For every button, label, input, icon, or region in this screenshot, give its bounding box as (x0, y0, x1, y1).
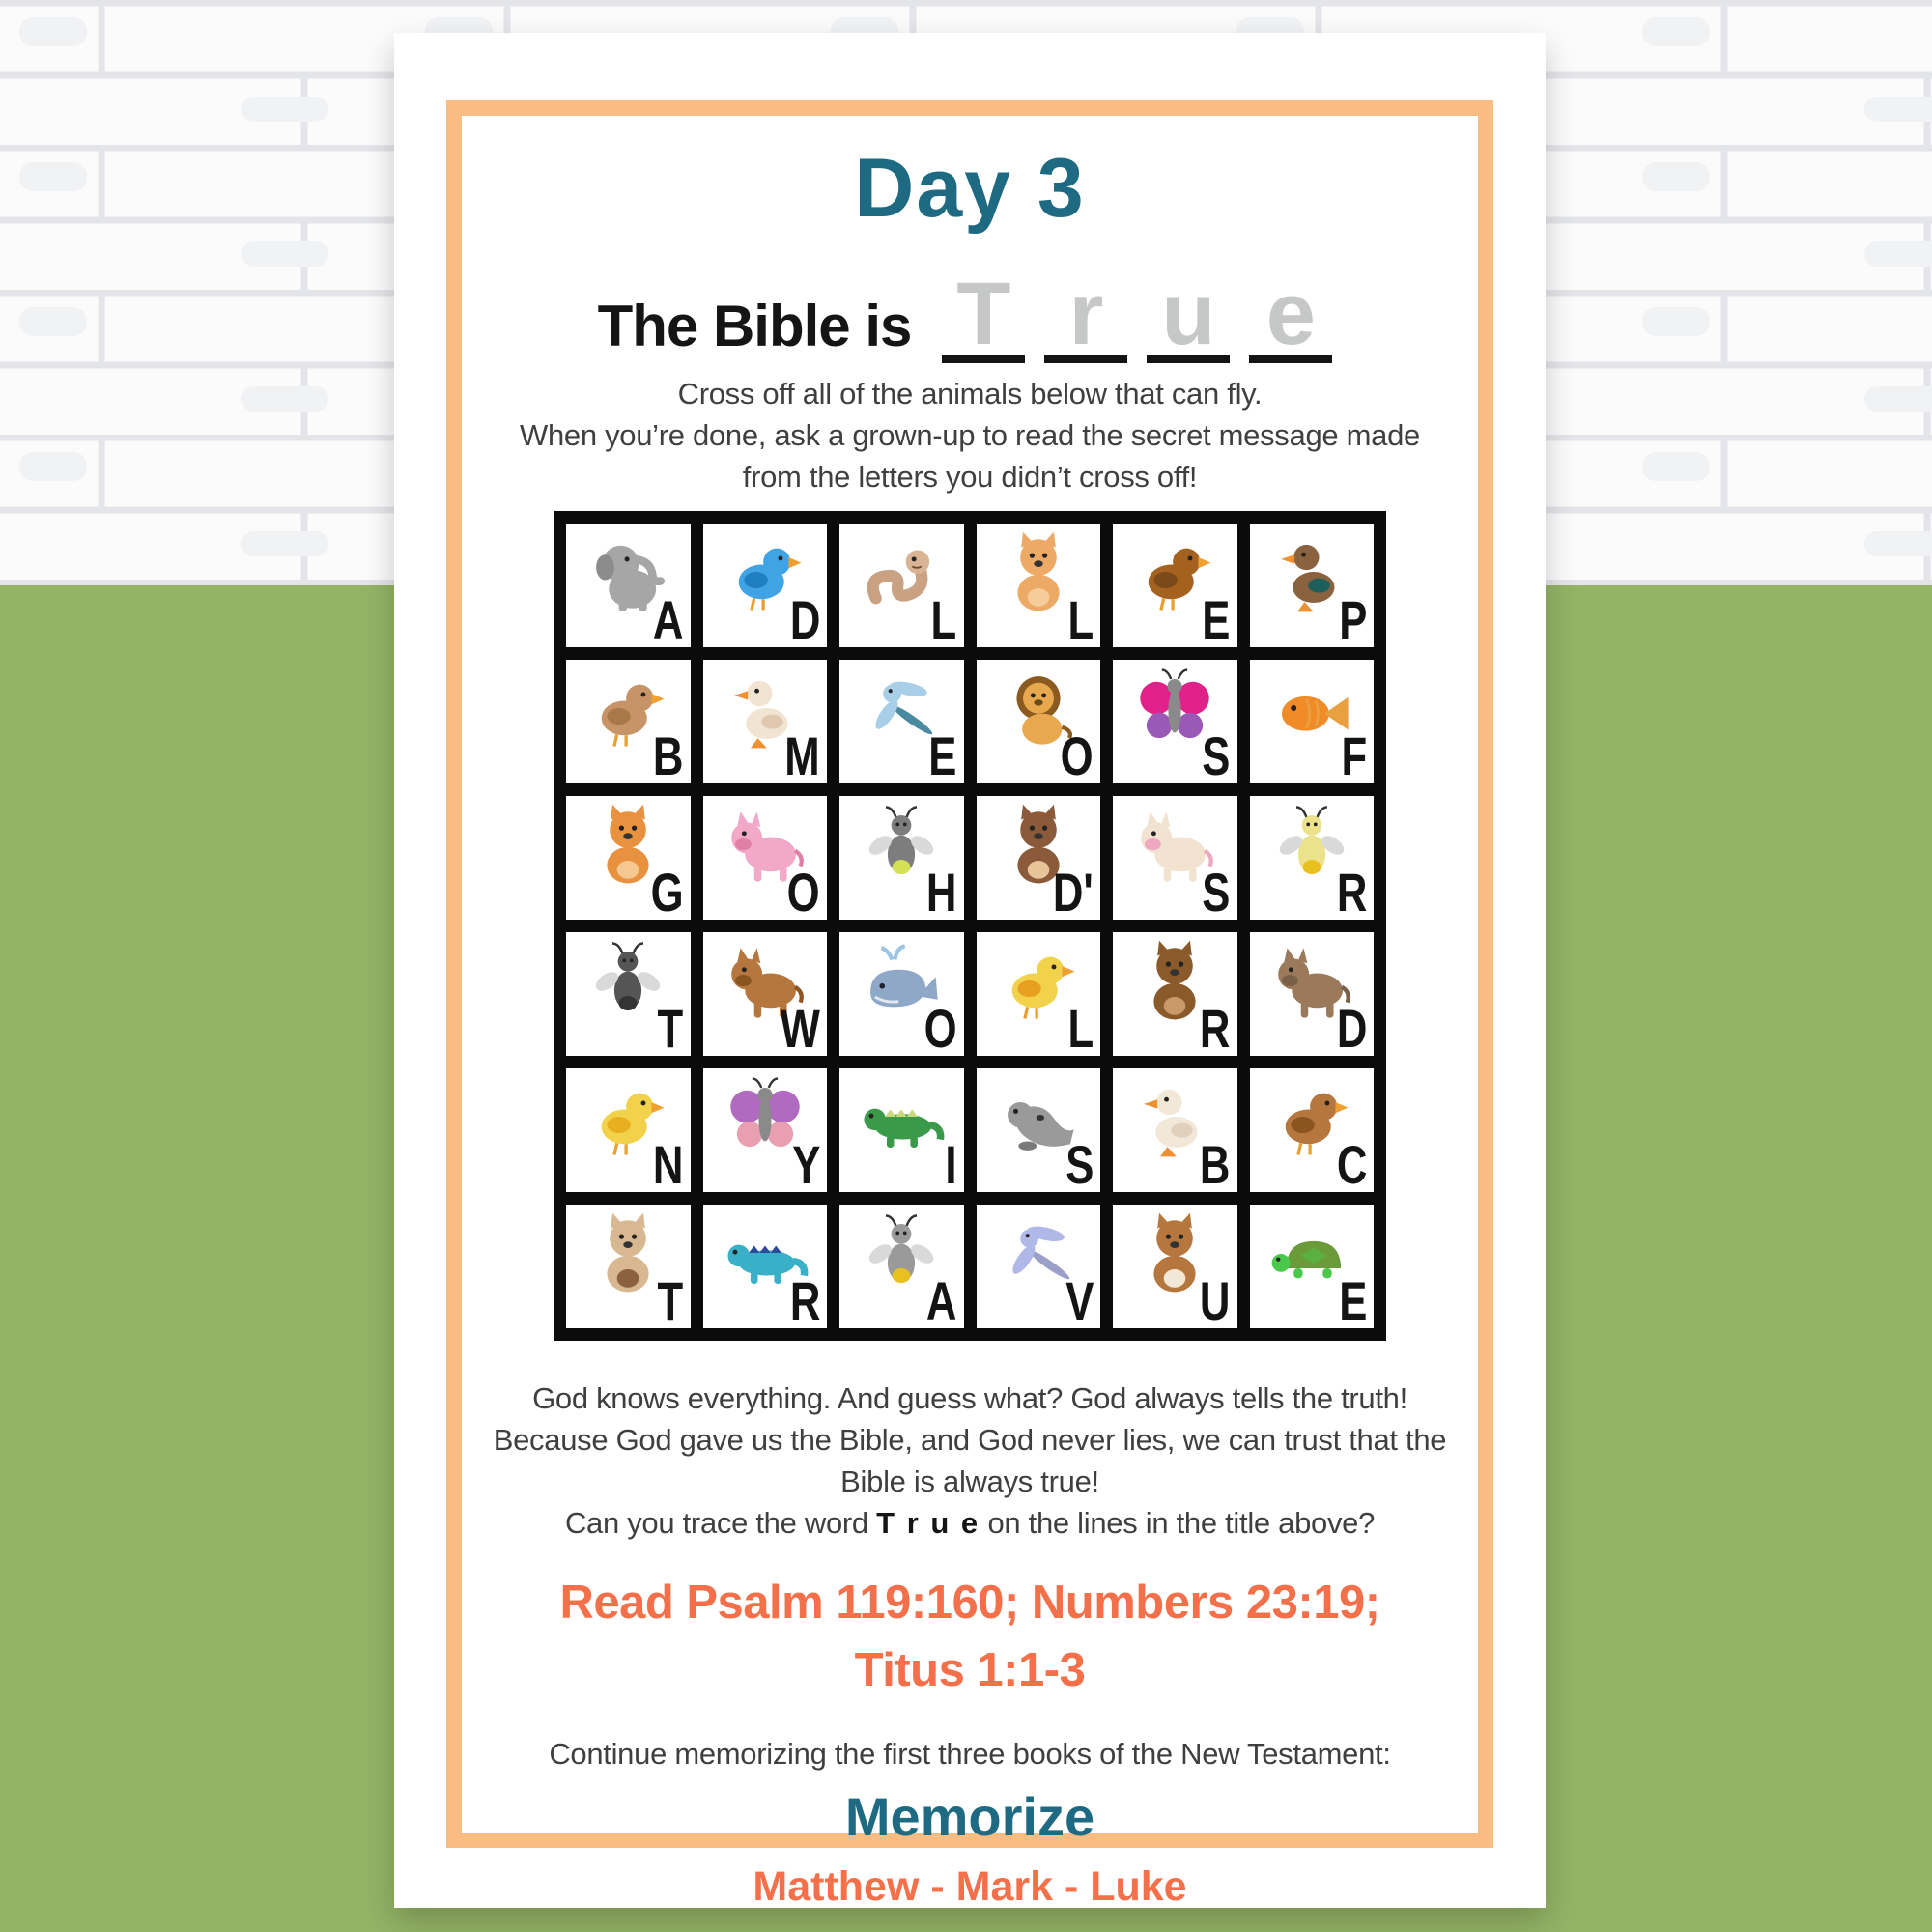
grid-cell (1250, 524, 1375, 647)
cell-letter: C (1336, 1134, 1367, 1192)
cell-letter: M (784, 725, 820, 783)
cell-letter: A (925, 1270, 957, 1328)
headline-text: The Bible is (597, 294, 912, 358)
cell-letter: E (928, 725, 957, 783)
grid-cell (566, 524, 691, 647)
message-line: God knows everything. And guess what? God always tells the truth! (532, 1381, 1407, 1415)
grid-cell (839, 1205, 964, 1328)
cell-letter: O (1061, 725, 1094, 783)
cell-letter: H (925, 862, 957, 920)
grid-cell (1113, 524, 1237, 647)
grid-cell (703, 1205, 828, 1328)
cell-letter: L (1067, 589, 1094, 647)
trace-letter-u: u (1147, 273, 1230, 363)
grid-cell (839, 932, 964, 1056)
scripture-reading (394, 1569, 1546, 1704)
cell-letter: E (1338, 1270, 1367, 1328)
grid-cell (1250, 660, 1375, 783)
grid-cell (1113, 1205, 1237, 1328)
grid-cell (839, 524, 964, 647)
grid-cell (1113, 796, 1237, 920)
grid-cell (703, 796, 828, 920)
grid-cell (566, 660, 691, 783)
lesson-message (394, 1378, 1546, 1544)
scripture-line: Titus 1:1-3 (854, 1644, 1086, 1696)
grid-cell (1113, 1068, 1237, 1192)
day-heading: Day 3 (854, 142, 1086, 235)
grid-cell (1113, 932, 1237, 1056)
trace-letter-t: T (942, 273, 1025, 363)
instructions (394, 373, 1546, 497)
cell-letter: L (1067, 998, 1094, 1056)
trace-prompt-suffix: on the lines in the title above? (980, 1506, 1376, 1540)
instruction-line: When you’re done, ask a grown-up to read the secret message made (520, 418, 1420, 452)
trace-prompt (394, 1502, 1546, 1544)
grid-cell (839, 1068, 964, 1192)
grid-cell (977, 932, 1101, 1056)
cell-letter: O (787, 862, 820, 920)
trace-prompt-prefix: Can you trace the word (564, 1506, 877, 1540)
grid-cell (566, 1205, 691, 1328)
cell-letter: E (1202, 589, 1231, 647)
grid-cell (1113, 660, 1237, 783)
worksheet-card (394, 33, 1546, 1908)
cell-letter: S (1065, 1134, 1094, 1192)
grid-cell (1250, 796, 1375, 920)
cell-letter: R (789, 1270, 820, 1328)
cell-letter: A (652, 589, 684, 647)
cell-letter: W (780, 998, 820, 1056)
cell-letter: L (930, 589, 957, 647)
scripture-line: Read Psalm 119:160; Numbers 23:19; (559, 1577, 1380, 1629)
alligator-icon (856, 1072, 947, 1163)
grid-cell (977, 524, 1101, 647)
instruction-line: from the letters you didn’t cross off! (742, 460, 1198, 494)
cell-letter: R (1336, 862, 1367, 920)
cell-letter: N (652, 1134, 684, 1192)
cell-letter: U (1199, 1270, 1231, 1328)
grid-cell (566, 796, 691, 920)
cell-letter: P (1338, 589, 1367, 647)
cell-letter: D (789, 589, 820, 647)
message-line: Bible is always true! (840, 1464, 1099, 1498)
trace-letter-e: e (1249, 273, 1332, 363)
trace-letter-r: r (1044, 273, 1127, 363)
cell-letter: T (657, 1270, 684, 1328)
message-line: Because God gave us the Bible, and God never lies, we can trust that the (493, 1423, 1447, 1457)
grid-cell (703, 1068, 828, 1192)
cell-letter: B (652, 725, 684, 783)
cell-letter: O (923, 998, 957, 1056)
trace-prompt-word: T r u e (876, 1506, 980, 1540)
grid-cell (703, 660, 828, 783)
grid-cell (566, 1068, 691, 1192)
cell-letter: S (1202, 725, 1231, 783)
card-content (394, 33, 1546, 1911)
cell-letter: R (1199, 998, 1231, 1056)
grid-cell (703, 932, 828, 1056)
grid-cell (977, 660, 1101, 783)
grid-cell (839, 660, 964, 783)
cell-letter: I (945, 1134, 957, 1192)
grid-cell (703, 524, 828, 647)
cell-letter: S (1202, 862, 1231, 920)
grid-cell (1250, 932, 1375, 1056)
instruction-line: Cross off all of the animals below that can fly. (677, 377, 1263, 411)
cell-letter: T (657, 998, 684, 1056)
cell-letter: F (1341, 725, 1367, 783)
grid-cell (977, 796, 1101, 920)
title-row (394, 263, 1546, 363)
cell-letter: D' (1053, 862, 1094, 920)
animal-grid (554, 511, 1386, 1341)
cell-letter: G (650, 862, 684, 920)
cell-letter: Y (791, 1134, 820, 1192)
cell-letter: D (1336, 998, 1367, 1056)
memorize-heading: Memorize (844, 1786, 1095, 1847)
grid-cell (839, 796, 964, 920)
memorize-intro: Continue memorizing the first three books of the New Testament: (549, 1737, 1391, 1771)
grid-cell (977, 1068, 1101, 1192)
grid-cell (1250, 1068, 1375, 1192)
memorize-books: Matthew - Mark - Luke (753, 1863, 1187, 1910)
grid-cell (977, 1205, 1101, 1328)
cell-letter: V (1065, 1270, 1094, 1328)
grid-cell (566, 932, 691, 1056)
cell-letter: B (1199, 1134, 1231, 1192)
grid-cell (1250, 1205, 1375, 1328)
